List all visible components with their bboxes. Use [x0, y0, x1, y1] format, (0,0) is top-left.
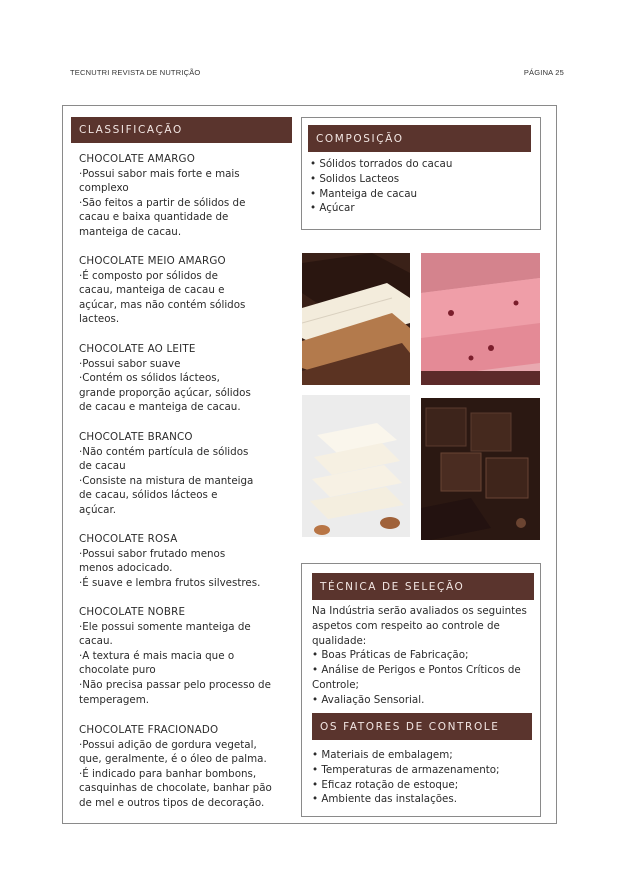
section-title: CHOCOLATE FRACIONADO [79, 724, 219, 736]
magazine-title: TECNUTRI REVISTA DE NUTRIÇÃO [70, 68, 201, 77]
tecnica-intro-line: aspetos com respeito ao controle de [312, 619, 500, 632]
classificacao-section [79, 605, 289, 707]
tecnica-item: • Análise de Perigos e Pontos Críticos de [312, 664, 521, 677]
section-line: lacteos. [79, 313, 120, 326]
section-line: complexo [79, 182, 129, 195]
composicao-item: • Açúcar [310, 202, 355, 215]
fatores-heading: OS FATORES DE CONTROLE [312, 713, 532, 740]
section-line: ·Consiste na mistura de manteiga [79, 474, 254, 487]
section-line: ·Ele possui somente manteiga de [79, 620, 251, 633]
section-title: CHOCOLATE AMARGO [79, 153, 196, 165]
section-line: de cacau, sólidos lácteos e [79, 489, 218, 502]
classificacao-section [79, 152, 289, 240]
section-line: de mel e outros tipos de decoração. [79, 796, 265, 809]
section-line: ·Não contém partícula de sólidos [79, 445, 249, 458]
section-line: ·É composto por sólidos de [79, 269, 218, 282]
section-line: que, geralmente, é o óleo de palma. [79, 753, 267, 766]
photo-white-chocolate [302, 395, 410, 537]
classificacao-section [79, 254, 289, 327]
section-line: açúcar, mas não contém sólidos [79, 298, 246, 311]
section-line: ·Possui sabor suave [79, 357, 181, 370]
composicao-item: • Manteiga de cacau [310, 187, 418, 200]
tecnica-item: Controle; [312, 678, 360, 691]
section-line: grande proporção açúcar, sólidos [79, 386, 251, 399]
section-title: CHOCOLATE MEIO AMARGO [79, 255, 226, 267]
tecnica-heading: TÉCNICA DE SELEÇÃO [312, 573, 534, 600]
section-line: cacau e baixa quantidade de [79, 211, 229, 224]
fatores-item: • Ambiente das instalações. [312, 793, 458, 806]
section-title: CHOCOLATE BRANCO [79, 431, 193, 443]
section-line: ·São feitos a partir de sólidos de [79, 196, 246, 209]
tecnica-item: • Boas Práticas de Fabricação; [312, 649, 469, 662]
section-line: ·Possui sabor frutado menos [79, 547, 226, 560]
classificacao-section [79, 532, 289, 590]
section-line: ·A textura é mais macia que o [79, 649, 235, 662]
section-line: menos adocicado. [79, 562, 173, 575]
section-title: CHOCOLATE ROSA [79, 533, 178, 545]
section-line: ·Possui adição de gordura vegetal, [79, 738, 257, 751]
section-line: chocolate puro [79, 664, 156, 677]
fatores-item: • Temperaturas de armazenamento; [312, 763, 500, 776]
section-line: açúcar. [79, 503, 117, 516]
photo-ruby-chocolate [421, 253, 540, 385]
fatores-list [312, 748, 500, 807]
section-title: CHOCOLATE NOBRE [79, 606, 186, 618]
composicao-item: • Sólidos torrados do cacau [310, 158, 453, 170]
fatores-item: • Eficaz rotação de estoque; [312, 778, 459, 791]
section-line: temperagem. [79, 693, 149, 706]
section-line: cacau. [79, 635, 113, 648]
section-title: CHOCOLATE AO LEITE [79, 343, 196, 355]
tecnica-intro-line: Na Indústria serão avaliados os seguintes [312, 605, 527, 617]
page-number: PÁGINA 25 [523, 68, 564, 77]
photo-dark-white-milk-chocolate [302, 253, 410, 385]
tecnica-intro-line: qualidade: [312, 634, 367, 647]
fatores-item: • Materiais de embalagem; [312, 749, 453, 761]
section-line: de cacau [79, 460, 126, 473]
composicao-heading: COMPOSIÇÃO [308, 125, 531, 152]
photo-dark-chocolate-squares [421, 398, 540, 540]
section-line: ·É suave e lembra frutos silvestres. [79, 576, 261, 589]
section-line: manteiga de cacau. [79, 225, 182, 238]
section-line: ·Não precisa passar pelo processo de [79, 678, 271, 691]
classificacao-section [79, 342, 289, 415]
classificacao-heading: CLASSIFICAÇÃO [71, 117, 292, 143]
section-line: casquinhas de chocolate, banhar pão [79, 782, 272, 795]
section-line: ·Possui sabor mais forte e mais [79, 167, 240, 180]
classificacao-section [79, 723, 289, 811]
section-line: ·É indicado para banhar bombons, [79, 767, 257, 780]
section-line: de cacau e manteiga de cacau. [79, 401, 241, 414]
section-line: cacau, manteiga de cacau e [79, 284, 225, 297]
classificacao-section [79, 430, 289, 518]
tecnica-item: • Avaliação Sensorial. [312, 693, 425, 706]
tecnica-text [312, 604, 527, 708]
composicao-list [310, 157, 452, 216]
composicao-item: • Solidos Lacteos [310, 172, 400, 185]
section-line: ·Contém os sólidos lácteos, [79, 372, 220, 385]
